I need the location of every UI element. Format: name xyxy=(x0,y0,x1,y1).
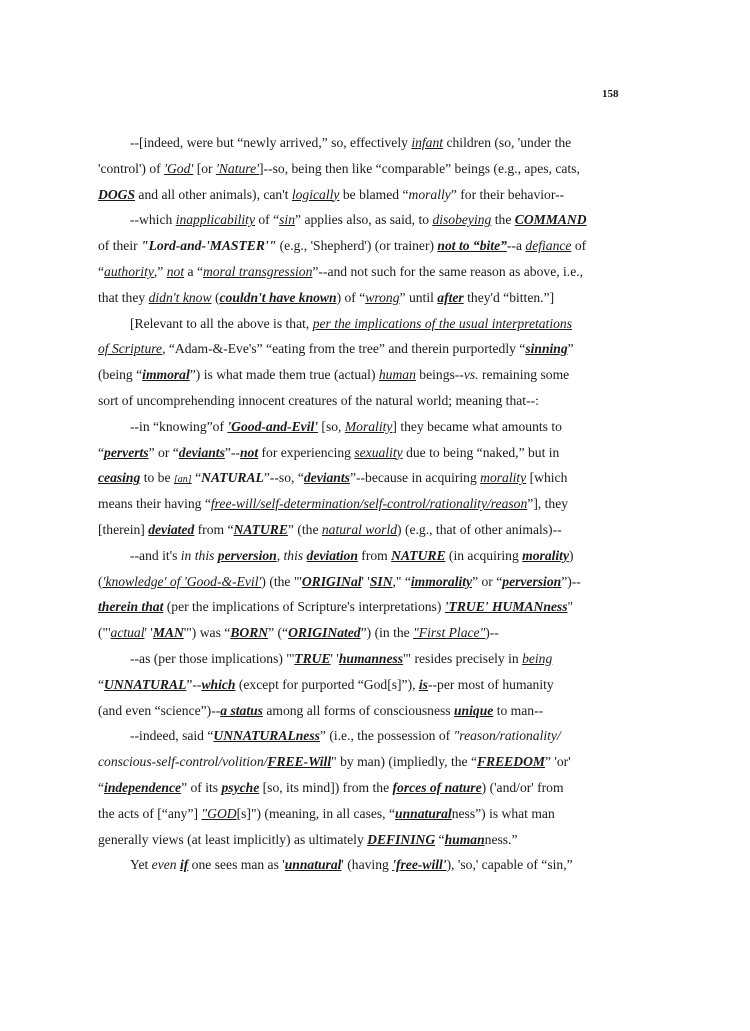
text-run: [so, its mind]) from the xyxy=(259,779,393,795)
page-number: 158 xyxy=(602,88,619,100)
text-line xyxy=(98,233,618,259)
emphasis: BORN xyxy=(230,625,269,641)
emphasis: a status xyxy=(220,702,263,718)
emphasis: human xyxy=(378,367,416,383)
text-run: to be xyxy=(140,470,174,486)
text-line xyxy=(98,672,618,698)
emphasis: deviation xyxy=(306,547,358,563)
text-run: ), 'so,' capable of “sin,” xyxy=(446,857,573,873)
text-run: ) ('and/or' from xyxy=(481,779,564,795)
emphasis: authority xyxy=(104,263,154,279)
text-line xyxy=(98,827,618,853)
emphasis: MAN xyxy=(152,625,184,641)
text-run: ”) is what made them true (actual) xyxy=(189,367,379,383)
emphasis: not xyxy=(239,444,259,460)
text-run: (except for purported “God[s]”), xyxy=(235,676,419,692)
text-line xyxy=(98,388,618,414)
text-line xyxy=(98,259,618,285)
text-line xyxy=(98,440,618,466)
text-run: (per the implications of Scripture's interpretations) xyxy=(163,599,445,615)
emphasis: is xyxy=(418,676,428,692)
text-run: remaining some xyxy=(478,367,570,383)
emphasis: immoral xyxy=(142,367,190,383)
text-run: ("' xyxy=(98,625,111,641)
emphasis: "First Place" xyxy=(413,625,486,641)
emphasis: being xyxy=(522,650,553,666)
text-run: [therein] xyxy=(98,521,149,537)
text-line xyxy=(98,285,618,311)
emphasis: couldn't have known xyxy=(219,289,337,305)
emphasis: NATURAL xyxy=(201,470,264,486)
text-run: ” until xyxy=(399,289,438,305)
text-line xyxy=(98,182,618,208)
emphasis: "Lord-and-'MASTER'" xyxy=(141,238,277,254)
emphasis: UNNATURALness xyxy=(213,728,320,744)
text-run: ” applies also, as said, to xyxy=(295,212,433,228)
text-run: ," “ xyxy=(392,573,411,589)
emphasis: SIN xyxy=(369,573,393,589)
text-run: ( xyxy=(211,289,220,305)
text-run: --per most of humanity xyxy=(427,676,554,692)
emphasis: psyche xyxy=(221,779,260,795)
emphasis: inapplicability xyxy=(175,212,255,228)
emphasis: ORIGINated xyxy=(288,625,361,641)
text-line xyxy=(98,543,618,569)
text-line xyxy=(98,517,618,543)
text-run: “ xyxy=(191,470,202,486)
text-line xyxy=(98,465,618,491)
text-run: from “ xyxy=(194,521,234,537)
text-run: the acts of [“any”] xyxy=(98,805,202,821)
emphasis: free-will/self-determination/self-control/rationality/reason xyxy=(210,496,528,512)
text-run: ,” xyxy=(153,263,167,279)
text-line xyxy=(98,311,618,337)
text-run: that they xyxy=(98,289,149,305)
text-run: ]--so, being then like “comparable” beings (e.g., apes, cats, xyxy=(259,160,580,176)
text-run: “ xyxy=(98,263,105,279)
emphasis: actual xyxy=(110,625,145,641)
text-run: ” or “ xyxy=(148,444,179,460)
text-run: (being “ xyxy=(98,367,143,383)
emphasis: not to “bite” xyxy=(437,238,507,254)
text-run: (e.g., 'Shepherd') (or trainer) xyxy=(276,238,438,254)
emphasis: TRUE xyxy=(294,650,331,666)
emphasis: NATURE xyxy=(391,547,446,563)
emphasis: if xyxy=(179,857,189,873)
emphasis: UNNATURAL xyxy=(104,676,187,692)
text-run: ' ' xyxy=(144,625,153,641)
text-run: “ xyxy=(98,779,105,795)
text-line xyxy=(98,569,618,595)
text-run: ”], they xyxy=(527,496,569,512)
emphasis: perverts xyxy=(104,444,149,460)
text-run: to man-- xyxy=(493,702,544,718)
text-run: sort of uncomprehending innocent creatures of the natural world; meaning that--: xyxy=(98,392,539,408)
text-run: ' ' xyxy=(361,573,370,589)
text-run: ”--because in acquiring xyxy=(349,470,481,486)
emphasis: , this xyxy=(276,547,307,563)
emphasis: sexuality xyxy=(354,444,403,460)
text-line xyxy=(98,723,618,749)
text-run: " xyxy=(567,599,574,615)
text-line xyxy=(98,207,618,233)
emphasis: disobeying xyxy=(432,212,492,228)
text-run: ” for their behavior-- xyxy=(450,186,565,202)
emphasis: after xyxy=(437,289,464,305)
text-run: [Relevant to all the above is that, xyxy=(130,315,313,331)
text-run: of “ xyxy=(254,212,280,228)
text-run: the xyxy=(491,212,515,228)
emphasis: natural world xyxy=(321,521,398,537)
text-line xyxy=(98,362,618,388)
text-run: ”-- xyxy=(186,676,202,692)
text-run: ” xyxy=(567,341,574,357)
emphasis: in this xyxy=(180,547,218,563)
text-run: ”)-- xyxy=(561,573,581,589)
text-run: (and even “science”)-- xyxy=(98,702,221,718)
emphasis: infant xyxy=(411,135,444,150)
emphasis: 'TRUE' HUMANness xyxy=(444,599,568,615)
text-run: they'd “bitten.”] xyxy=(463,289,555,305)
text-run: generally views (at least implicitly) as ultimately xyxy=(98,831,368,847)
text-run: ( xyxy=(98,573,103,589)
text-run: children (so, 'under the xyxy=(443,135,572,150)
emphasis: FREE-Will xyxy=(267,754,332,770)
text-line xyxy=(98,156,618,182)
text-run: ”--so, “ xyxy=(263,470,304,486)
emphasis: conscious-self-control/volition/ xyxy=(98,754,268,770)
emphasis: 'Good-and-Evil' xyxy=(227,418,319,434)
emphasis: morality xyxy=(480,470,527,486)
emphasis: per the implications of the usual interpretations xyxy=(312,315,572,331)
emphasis: "reason/rationality/ xyxy=(453,728,561,744)
emphasis: which xyxy=(201,676,236,692)
text-run: “ xyxy=(435,831,445,847)
emphasis: defiance xyxy=(525,238,572,254)
text-line xyxy=(98,801,618,827)
emphasis: unnatural xyxy=(395,805,452,821)
text-run: --and it's xyxy=(130,547,181,563)
text-run: ” (i.e., the possession of xyxy=(319,728,454,744)
text-run: ) of “ xyxy=(336,289,366,305)
text-run: (in acquiring xyxy=(445,547,523,563)
emphasis: perversion xyxy=(502,573,562,589)
emphasis: ORIGINal xyxy=(301,573,362,589)
text-line xyxy=(98,749,618,775)
text-run: one sees man as ' xyxy=(188,857,285,873)
text-run: ) (the "' xyxy=(261,573,302,589)
text-run: ”) (in the xyxy=(360,625,414,641)
text-run: for experiencing xyxy=(258,444,355,460)
text-run: Yet xyxy=(130,857,152,873)
text-line xyxy=(98,336,618,362)
text-run: ” of its xyxy=(181,779,222,795)
text-run: ) (e.g., that of other animals)-- xyxy=(397,521,562,537)
text-line xyxy=(98,775,618,801)
emphasis: deviants xyxy=(303,470,350,486)
emphasis: perversion xyxy=(217,547,277,563)
emphasis: vs. xyxy=(463,367,479,383)
emphasis: logically xyxy=(291,186,340,202)
text-run: ' (having xyxy=(341,857,393,873)
text-run: from xyxy=(357,547,392,563)
text-run: be blamed “ xyxy=(339,186,409,202)
text-run: a “ xyxy=(184,263,203,279)
text-line xyxy=(98,698,618,724)
text-run: ”-- xyxy=(224,444,240,460)
emphasis: sinning xyxy=(525,341,568,357)
text-run: due to being “naked,” but in xyxy=(402,444,560,460)
emphasis: human xyxy=(444,831,485,847)
text-run: ) xyxy=(569,547,574,563)
text-line xyxy=(98,852,618,878)
text-run: ness”) is what man xyxy=(451,805,555,821)
emphasis: even xyxy=(151,857,180,873)
text-run: means their having “ xyxy=(98,496,211,512)
text-run: " by man) (impliedly, the “ xyxy=(331,754,477,770)
emphasis: therein that xyxy=(98,599,164,615)
emphasis: Morality xyxy=(344,418,393,434)
emphasis: forces of nature xyxy=(392,779,482,795)
emphasis: deviated xyxy=(148,521,195,537)
text-run: and all other animals), can't xyxy=(135,186,292,202)
text-run: ” 'or' xyxy=(544,754,571,770)
emphasis: independence xyxy=(104,779,182,795)
body-text xyxy=(98,130,618,878)
emphasis: [an] xyxy=(173,474,192,486)
text-line xyxy=(98,491,618,517)
text-run: , “Adam-&-Eve's” “eating from the tree” and therein purportedly “ xyxy=(162,341,526,357)
text-run: [so, xyxy=(318,418,345,434)
text-run: ness.” xyxy=(484,831,518,847)
emphasis: moral transgression xyxy=(202,263,313,279)
emphasis: 'knowledge' of 'Good-&-Evil' xyxy=(102,573,262,589)
text-run: ” (“ xyxy=(268,625,289,641)
text-run: ] they became what amounts to xyxy=(392,418,562,434)
text-run: ”--and not such for the same reason as above, i.e., xyxy=(312,263,584,279)
text-line xyxy=(98,594,618,620)
text-run: )-- xyxy=(485,625,499,641)
emphasis: "GOD xyxy=(201,805,237,821)
text-run: ” (the xyxy=(287,521,322,537)
emphasis: of Scripture xyxy=(98,341,163,357)
emphasis: morally xyxy=(408,186,451,202)
emphasis: 'free-will' xyxy=(392,857,447,873)
emphasis: deviants xyxy=(178,444,225,460)
emphasis: morality xyxy=(522,547,569,563)
emphasis: wrong xyxy=(365,289,400,305)
text-line xyxy=(98,646,618,672)
text-run: 'control') of xyxy=(98,160,165,176)
text-run: [s]") (meaning, in all cases, “ xyxy=(236,805,396,821)
emphasis: unique xyxy=(454,702,494,718)
emphasis: didn't know xyxy=(148,289,212,305)
text-run: [which xyxy=(526,470,568,486)
text-line xyxy=(98,414,618,440)
text-run: of their xyxy=(98,238,142,254)
emphasis: DOGS xyxy=(98,186,136,202)
text-run: among all forms of consciousness xyxy=(262,702,454,718)
emphasis: immorality xyxy=(410,573,473,589)
text-line xyxy=(98,130,618,156)
text-run: beings-- xyxy=(415,367,464,383)
text-run: --as (per those implications) "' xyxy=(130,650,295,666)
emphasis: DEFINING xyxy=(367,831,436,847)
text-run: [or xyxy=(193,160,216,176)
text-run: --a xyxy=(506,238,526,254)
emphasis: FREEDOM xyxy=(476,754,545,770)
emphasis: NATURE xyxy=(233,521,288,537)
emphasis: COMMAND xyxy=(514,212,587,228)
emphasis: 'God' xyxy=(164,160,194,176)
text-run: “ xyxy=(98,444,105,460)
text-run: '") was “ xyxy=(183,625,231,641)
text-run: “ xyxy=(98,676,105,692)
text-run: --which xyxy=(130,212,176,228)
text-run: of xyxy=(571,238,587,254)
emphasis: 'Nature' xyxy=(215,160,260,176)
emphasis: humanness xyxy=(338,650,404,666)
text-run: '" resides precisely in xyxy=(403,650,523,666)
text-run: --[indeed, were but “newly arrived,” so, effectively xyxy=(130,135,412,150)
emphasis: sin xyxy=(279,212,296,228)
emphasis: ceasing xyxy=(98,470,141,486)
emphasis: unnatural xyxy=(284,857,342,873)
text-run: ” or “ xyxy=(472,573,503,589)
text-run: --indeed, said “ xyxy=(130,728,214,744)
emphasis: not xyxy=(166,263,185,279)
text-run: ' ' xyxy=(330,650,339,666)
text-run: --in “knowing”of xyxy=(130,418,228,434)
text-line xyxy=(98,620,618,646)
